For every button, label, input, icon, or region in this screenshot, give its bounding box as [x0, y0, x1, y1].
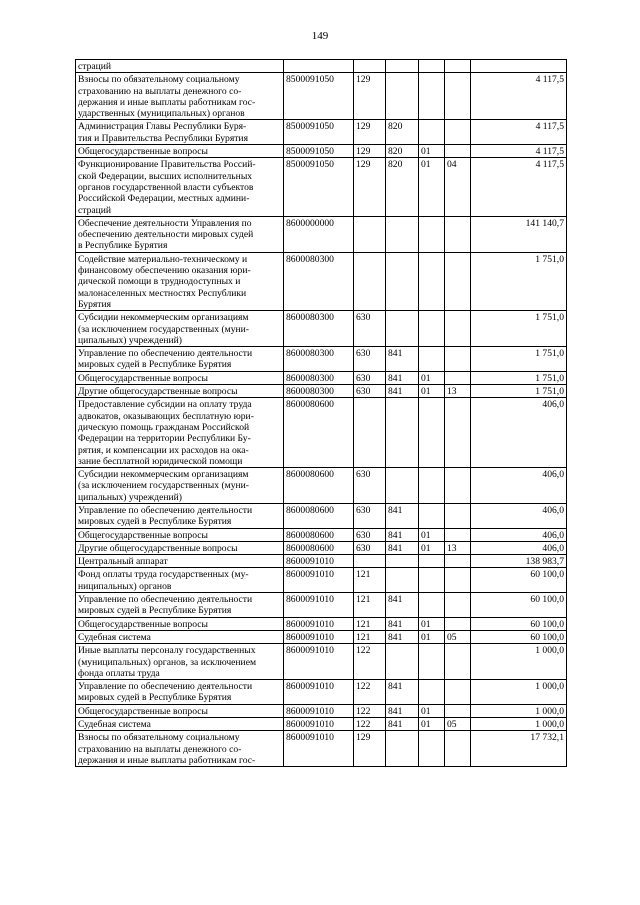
amount-cell: 4 117,5 [471, 158, 567, 216]
section-code-cell [419, 568, 445, 593]
expense-type-code-cell: 121 [354, 617, 386, 630]
target-article-code-cell: 8600080600 [284, 528, 354, 541]
administrator-code-cell: 841 [386, 617, 419, 630]
amount-cell: 406,0 [471, 541, 567, 554]
target-article-code-cell: 8600000000 [284, 216, 354, 252]
table-row [76, 593, 567, 618]
administrator-code-cell: 820 [386, 145, 419, 158]
target-article-code-cell: 8600091010 [284, 593, 354, 618]
administrator-code-cell [386, 216, 419, 252]
table-row [76, 145, 567, 158]
administrator-code-cell [386, 644, 419, 680]
row-name-cell: Судебная система [76, 630, 284, 643]
target-article-code-cell: 8600080300 [284, 252, 354, 310]
subsection-code-cell [445, 311, 471, 347]
amount-cell: 1 000,0 [471, 680, 567, 705]
subsection-code-cell [445, 60, 471, 73]
section-code-cell [419, 503, 445, 528]
row-name-cell: Судебная система [76, 718, 284, 731]
target-article-code-cell: 8600080600 [284, 468, 354, 504]
amount-cell: 138 983,7 [471, 555, 567, 568]
section-code-cell [419, 60, 445, 73]
subsection-code-cell: 13 [445, 541, 471, 554]
table-row [76, 311, 567, 347]
target-article-code-cell: 8600091010 [284, 718, 354, 731]
section-code-cell [419, 468, 445, 504]
target-article-code-cell: 8600091010 [284, 568, 354, 593]
administrator-code-cell: 841 [386, 718, 419, 731]
table-row [76, 704, 567, 717]
row-name-cell: Общегосударственные вопросы [76, 528, 284, 541]
administrator-code-cell [386, 311, 419, 347]
table-row [76, 468, 567, 504]
budget-table-body [76, 60, 567, 767]
subsection-code-cell [445, 468, 471, 504]
section-code-cell: 01 [419, 718, 445, 731]
section-code-cell: 01 [419, 385, 445, 398]
administrator-code-cell [386, 468, 419, 504]
amount-cell: 1 000,0 [471, 718, 567, 731]
subsection-code-cell [445, 680, 471, 705]
table-row [76, 385, 567, 398]
subsection-code-cell [445, 73, 471, 120]
administrator-code-cell [386, 60, 419, 73]
row-name-cell: Фонд оплаты труда государственных (му- ниципальных) органов [76, 568, 284, 593]
section-code-cell [419, 555, 445, 568]
row-name-cell: Обеспечение деятельности Управления по обеспечению деятельности мировых судей в Республике Бурятия [76, 216, 284, 252]
amount-cell: 4 117,5 [471, 120, 567, 145]
table-row [76, 60, 567, 73]
amount-cell: 1 751,0 [471, 347, 567, 372]
administrator-code-cell: 820 [386, 120, 419, 145]
section-code-cell: 01 [419, 371, 445, 384]
row-name-cell: Администрация Главы Республики Буря- тия и Правительства Республики Бурятия [76, 120, 284, 145]
target-article-code-cell: 8500091050 [284, 73, 354, 120]
table-row [76, 252, 567, 310]
table-row [76, 528, 567, 541]
table-row [76, 371, 567, 384]
administrator-code-cell: 841 [386, 385, 419, 398]
expense-type-code-cell: 122 [354, 644, 386, 680]
table-row [76, 541, 567, 554]
amount-cell: 4 117,5 [471, 73, 567, 120]
subsection-code-cell: 04 [445, 158, 471, 216]
table-row [76, 718, 567, 731]
row-name-cell: Управление по обеспечению деятельности мировых судей в Республике Бурятия [76, 503, 284, 528]
table-row [76, 398, 567, 468]
target-article-code-cell: 8600080300 [284, 371, 354, 384]
administrator-code-cell: 820 [386, 158, 419, 216]
administrator-code-cell [386, 73, 419, 120]
section-code-cell: 01 [419, 145, 445, 158]
expense-type-code-cell [354, 60, 386, 73]
subsection-code-cell [445, 347, 471, 372]
row-name-cell: Предоставление субсидии на оплату труда адвокатов, оказывающих бесплатную юри- дическую помощь гражданам Российской Федерации на территории Республики Бу- рятия, и компенсации их расходов на ока- зание бесплатной юридической помощи [76, 398, 284, 468]
expense-type-code-cell: 630 [354, 468, 386, 504]
table-row [76, 158, 567, 216]
expense-type-code-cell: 122 [354, 704, 386, 717]
amount-cell: 60 100,0 [471, 593, 567, 618]
table-row [76, 555, 567, 568]
section-code-cell [419, 644, 445, 680]
target-article-code-cell: 8600091010 [284, 731, 354, 767]
section-code-cell: 01 [419, 541, 445, 554]
section-code-cell [419, 398, 445, 468]
expense-type-code-cell: 630 [354, 503, 386, 528]
subsection-code-cell [445, 528, 471, 541]
administrator-code-cell: 841 [386, 503, 419, 528]
amount-cell: 406,0 [471, 528, 567, 541]
subsection-code-cell [445, 145, 471, 158]
expense-type-code-cell: 129 [354, 73, 386, 120]
target-article-code-cell: 8600091010 [284, 704, 354, 717]
page-number: 149 [311, 30, 329, 42]
row-name-cell: Взносы по обязательному социальному страхованию на выплаты денежного со- держания и иные выплаты работникам гос- ударственных (муниципальных) органов [76, 73, 284, 120]
subsection-code-cell [445, 704, 471, 717]
table-row [76, 630, 567, 643]
section-code-cell [419, 593, 445, 618]
section-code-cell [419, 731, 445, 767]
row-name-cell: Содействие материально-техническому и финансовому обеспечению оказания юри- дической помощи в труднодоступных и малонаселенных местностях Республики Бурятия [76, 252, 284, 310]
subsection-code-cell [445, 555, 471, 568]
administrator-code-cell [386, 398, 419, 468]
administrator-code-cell: 841 [386, 680, 419, 705]
amount-cell: 406,0 [471, 468, 567, 504]
amount-cell: 406,0 [471, 398, 567, 468]
table-row [76, 568, 567, 593]
section-code-cell [419, 73, 445, 120]
row-name-cell: Центральный аппарат [76, 555, 284, 568]
section-code-cell: 01 [419, 617, 445, 630]
subsection-code-cell [445, 252, 471, 310]
target-article-code-cell: 8500091050 [284, 145, 354, 158]
administrator-code-cell: 841 [386, 593, 419, 618]
section-code-cell: 01 [419, 158, 445, 216]
table-row [76, 680, 567, 705]
section-code-cell: 01 [419, 704, 445, 717]
target-article-code-cell: 8600091010 [284, 680, 354, 705]
row-name-cell: Функционирование Правительства Россий- ской Федерации, высших исполнительных органов государственной власти субъектов Российской Федерации, местных админи- страций [76, 158, 284, 216]
table-row [76, 617, 567, 630]
target-article-code-cell: 8600080300 [284, 311, 354, 347]
amount-cell: 1 751,0 [471, 311, 567, 347]
amount-cell: 60 100,0 [471, 630, 567, 643]
target-article-code-cell: 8600091010 [284, 630, 354, 643]
subsection-code-cell [445, 644, 471, 680]
expense-type-code-cell: 121 [354, 630, 386, 643]
section-code-cell: 01 [419, 630, 445, 643]
expense-type-code-cell: 630 [354, 385, 386, 398]
amount-cell [471, 60, 567, 73]
administrator-code-cell [386, 731, 419, 767]
section-code-cell [419, 252, 445, 310]
target-article-code-cell: 8600091010 [284, 617, 354, 630]
expense-type-code-cell: 122 [354, 680, 386, 705]
expense-type-code-cell: 630 [354, 347, 386, 372]
table-row [76, 503, 567, 528]
target-article-code-cell: 8500091050 [284, 120, 354, 145]
table-row [76, 216, 567, 252]
row-name-cell: Другие общегосударственные вопросы [76, 541, 284, 554]
expense-type-code-cell: 129 [354, 731, 386, 767]
expense-type-code-cell: 129 [354, 158, 386, 216]
row-name-cell: страций [76, 60, 284, 73]
target-article-code-cell: 8600080600 [284, 503, 354, 528]
expense-type-code-cell: 121 [354, 593, 386, 618]
administrator-code-cell: 841 [386, 630, 419, 643]
row-name-cell: Управление по обеспечению деятельности мировых судей в Республике Бурятия [76, 593, 284, 618]
expense-type-code-cell [354, 252, 386, 310]
subsection-code-cell [445, 593, 471, 618]
target-article-code-cell: 8600080300 [284, 347, 354, 372]
row-name-cell: Общегосударственные вопросы [76, 145, 284, 158]
amount-cell: 4 117,5 [471, 145, 567, 158]
expense-type-code-cell: 122 [354, 718, 386, 731]
subsection-code-cell: 05 [445, 630, 471, 643]
table-row [76, 347, 567, 372]
subsection-code-cell [445, 216, 471, 252]
row-name-cell: Субсидии некоммерческим организациям (за исключением государственных (муни- ципальных) учреждений) [76, 311, 284, 347]
expense-type-code-cell: 630 [354, 371, 386, 384]
section-code-cell [419, 216, 445, 252]
table-row [76, 73, 567, 120]
row-name-cell: Общегосударственные вопросы [76, 617, 284, 630]
row-name-cell: Общегосударственные вопросы [76, 704, 284, 717]
amount-cell: 1 751,0 [471, 252, 567, 310]
row-name-cell: Управление по обеспечению деятельности мировых судей в Республике Бурятия [76, 347, 284, 372]
subsection-code-cell: 05 [445, 718, 471, 731]
expense-type-code-cell: 630 [354, 528, 386, 541]
administrator-code-cell [386, 568, 419, 593]
row-name-cell: Взносы по обязательному социальному страхованию на выплаты денежного со- держания и иные выплаты работникам гос- [76, 731, 284, 767]
amount-cell: 1 751,0 [471, 385, 567, 398]
amount-cell: 1 751,0 [471, 371, 567, 384]
target-article-code-cell: 8500091050 [284, 158, 354, 216]
subsection-code-cell [445, 568, 471, 593]
expense-type-code-cell: 630 [354, 541, 386, 554]
administrator-code-cell: 841 [386, 541, 419, 554]
administrator-code-cell: 841 [386, 347, 419, 372]
subsection-code-cell [445, 503, 471, 528]
section-code-cell [419, 311, 445, 347]
target-article-code-cell: 8600091010 [284, 555, 354, 568]
amount-cell: 141 140,7 [471, 216, 567, 252]
administrator-code-cell: 841 [386, 528, 419, 541]
expense-type-code-cell [354, 398, 386, 468]
subsection-code-cell [445, 120, 471, 145]
amount-cell: 17 732,1 [471, 731, 567, 767]
section-code-cell [419, 347, 445, 372]
table-row [76, 731, 567, 767]
table-row [76, 120, 567, 145]
subsection-code-cell [445, 398, 471, 468]
administrator-code-cell: 841 [386, 371, 419, 384]
administrator-code-cell [386, 252, 419, 310]
subsection-code-cell [445, 617, 471, 630]
budget-table [75, 59, 567, 767]
expense-type-code-cell: 121 [354, 568, 386, 593]
expense-type-code-cell: 129 [354, 145, 386, 158]
row-name-cell: Иные выплаты персоналу государственных (муниципальных) органов, за исключением фонда оплаты труда [76, 644, 284, 680]
amount-cell: 1 000,0 [471, 704, 567, 717]
section-code-cell: 01 [419, 528, 445, 541]
amount-cell: 60 100,0 [471, 568, 567, 593]
row-name-cell: Управление по обеспечению деятельности мировых судей в Республике Бурятия [76, 680, 284, 705]
subsection-code-cell [445, 731, 471, 767]
expense-type-code-cell [354, 216, 386, 252]
administrator-code-cell: 841 [386, 704, 419, 717]
expense-type-code-cell: 129 [354, 120, 386, 145]
administrator-code-cell [386, 555, 419, 568]
amount-cell: 60 100,0 [471, 617, 567, 630]
target-article-code-cell [284, 60, 354, 73]
amount-cell: 1 000,0 [471, 644, 567, 680]
target-article-code-cell: 8600080600 [284, 398, 354, 468]
expense-type-code-cell: 630 [354, 311, 386, 347]
row-name-cell: Субсидии некоммерческим организациям (за исключением государственных (муни- ципальных) учреждений) [76, 468, 284, 504]
table-row [76, 644, 567, 680]
section-code-cell [419, 120, 445, 145]
row-name-cell: Общегосударственные вопросы [76, 371, 284, 384]
subsection-code-cell: 13 [445, 385, 471, 398]
subsection-code-cell [445, 371, 471, 384]
expense-type-code-cell [354, 555, 386, 568]
target-article-code-cell: 8600080600 [284, 541, 354, 554]
section-code-cell [419, 680, 445, 705]
amount-cell: 406,0 [471, 503, 567, 528]
target-article-code-cell: 8600080300 [284, 385, 354, 398]
target-article-code-cell: 8600091010 [284, 644, 354, 680]
row-name-cell: Другие общегосударственные вопросы [76, 385, 284, 398]
